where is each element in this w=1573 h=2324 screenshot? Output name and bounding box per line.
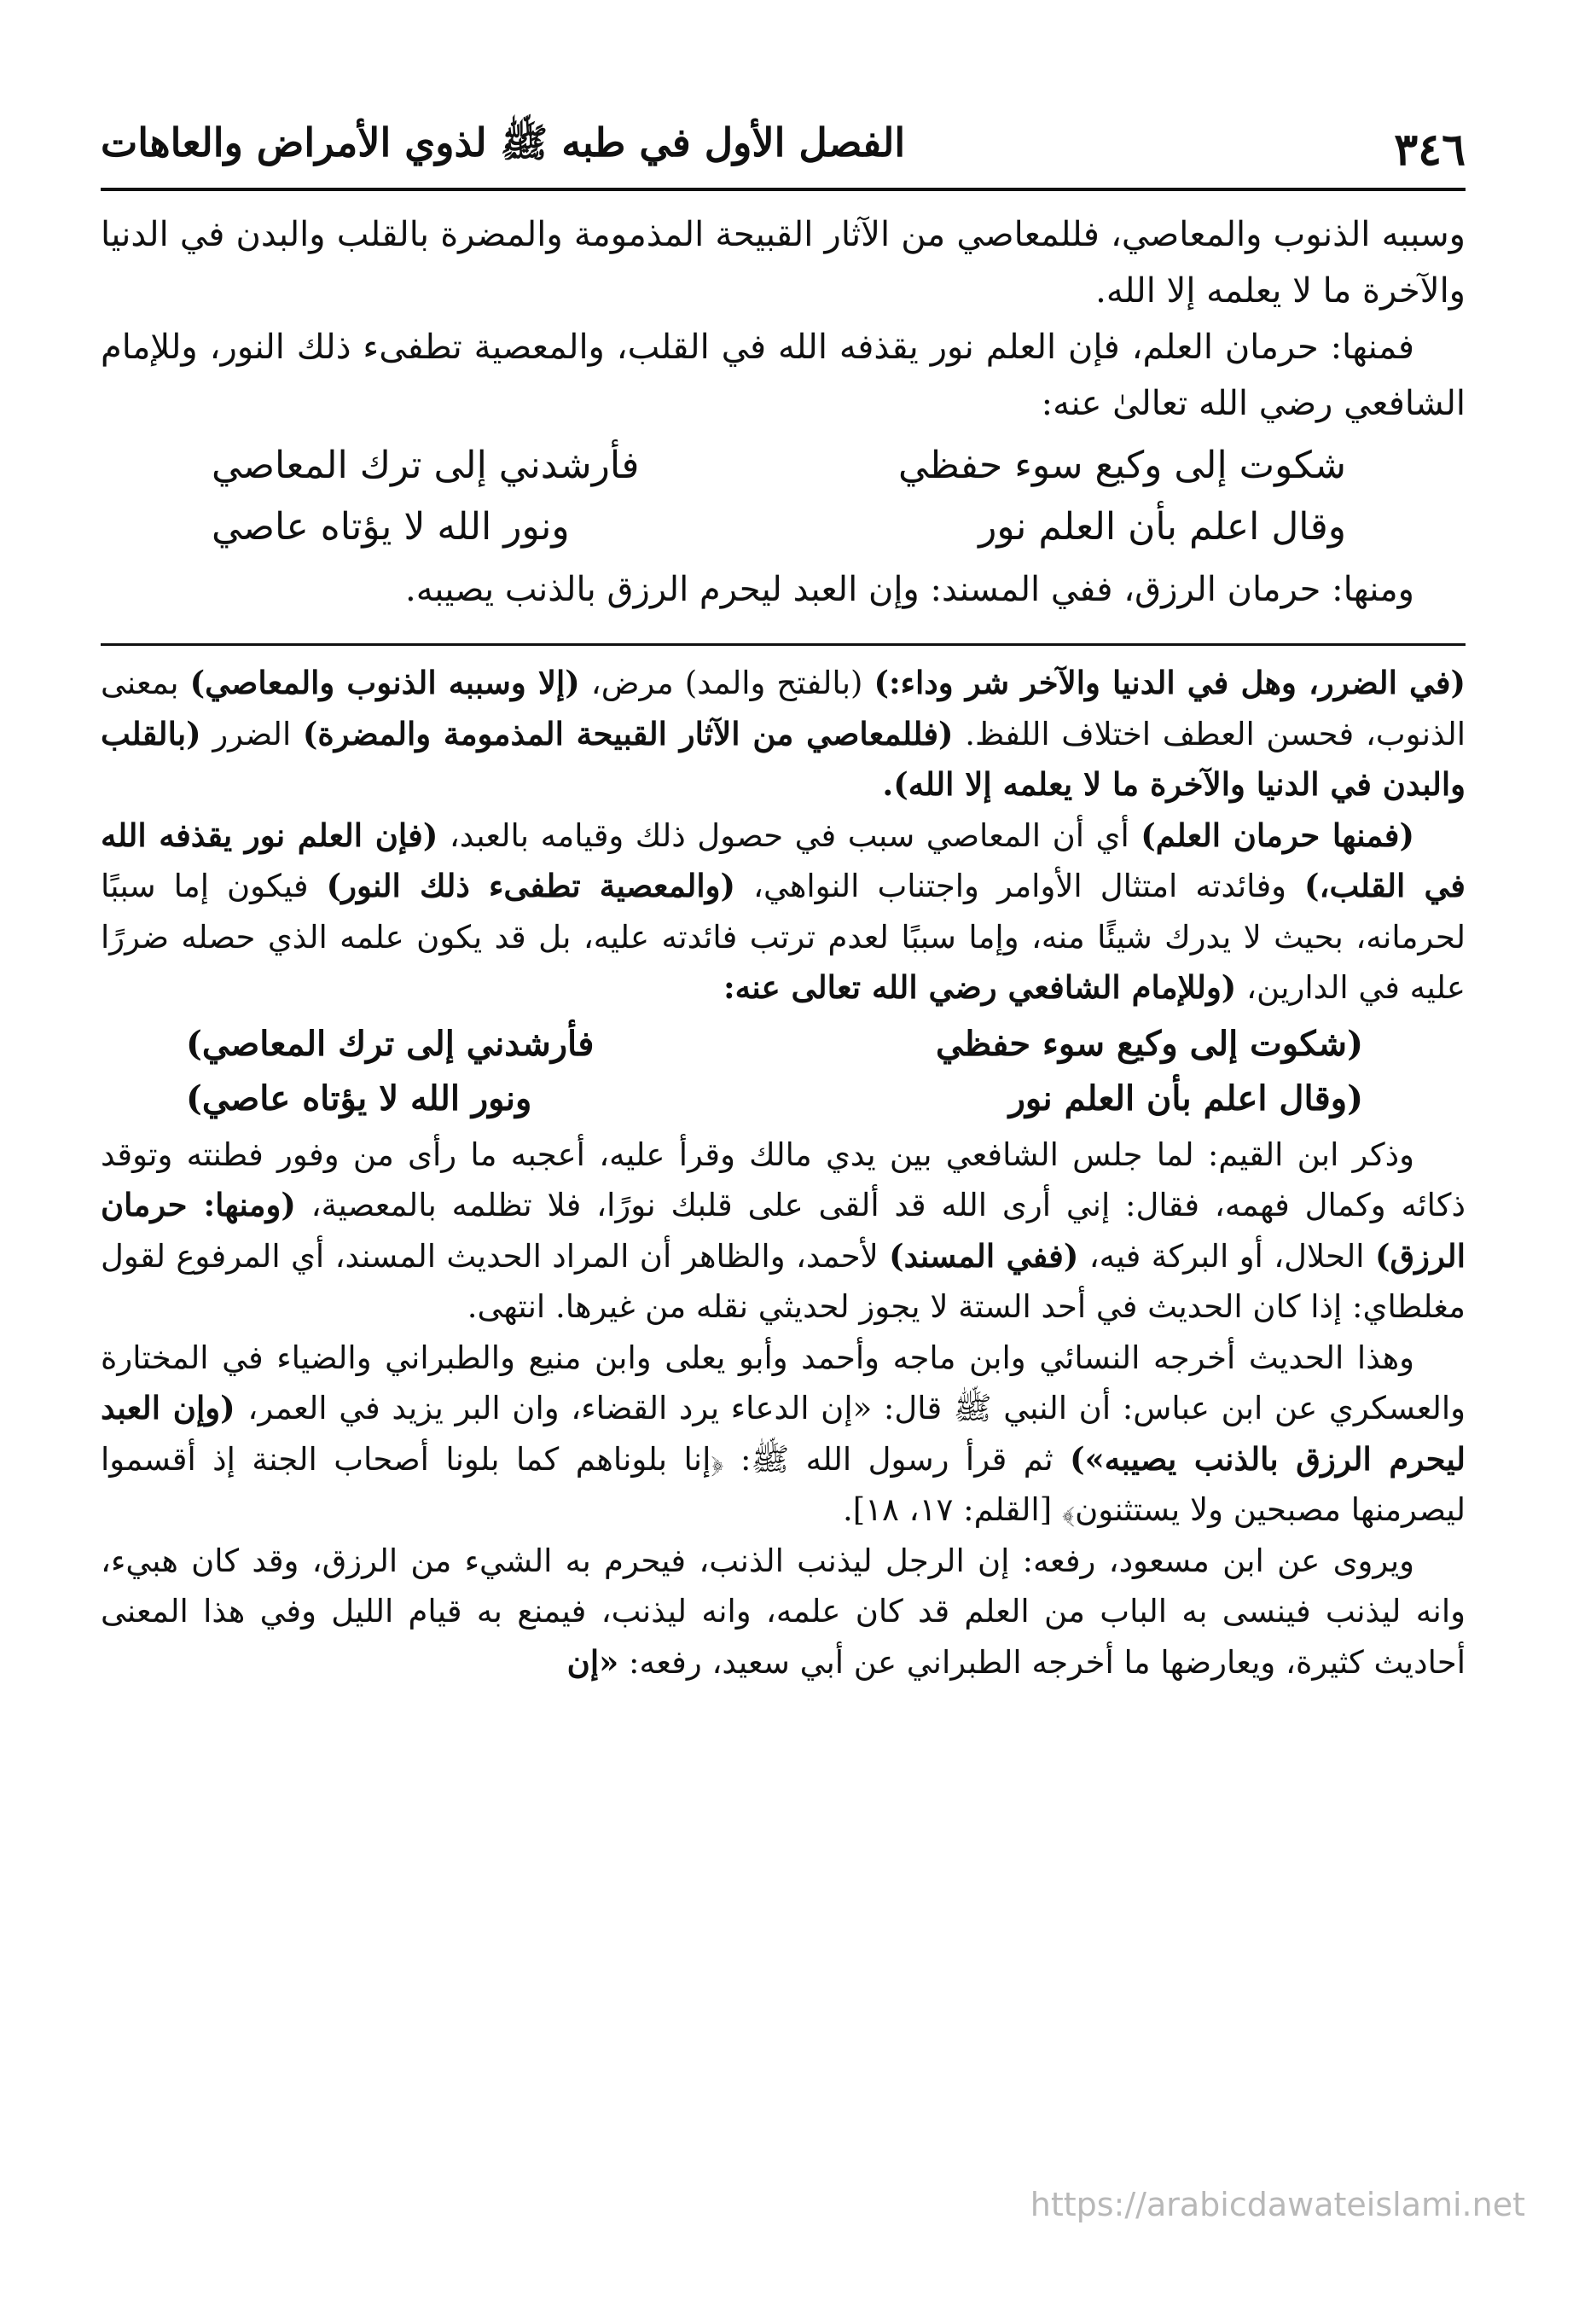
poem-verse [101, 435, 1466, 497]
text-segment: وذكر ابن القيم: لما جلس الشافعي بين يدي مالك وقرأ عليه، أعجبه ما رأى من وفور فطنته وتوقد ذكائه وكمال فهمه، فقال: إني أرى الله قد ألقى على قلبك نورًا، فلا تظلمه بالمعصية، [101, 1136, 1466, 1223]
text-segment: «إن الدعاء يرد القضاء، وان البر يزيد في العمر، [247, 1390, 873, 1426]
bold-quote-segment: (ففي المسند) [889, 1236, 1079, 1275]
commentary [101, 658, 1466, 1688]
bold-quote-segment: (إلا وسببه الذنوب والمعاصي) [189, 664, 580, 701]
commentary-paragraph-5 [101, 1536, 1466, 1688]
poem-verse [101, 1017, 1466, 1072]
section-divider [101, 643, 1466, 646]
main-paragraph-3: ومنها: حرمان الرزق، ففي المسند: وإن العبد ليحرم الرزق بالذنب يصيبه. [405, 570, 1414, 609]
commentary-paragraph-1 [101, 658, 1466, 810]
main-text [101, 206, 1466, 618]
bold-quote-segment: «إن [566, 1642, 619, 1681]
text-segment: بمعنى الذنوب، فحسن العطف اختلاف اللفظ. [101, 665, 1466, 752]
commentary-paragraph-4 [101, 1333, 1466, 1536]
poem-hemistich-left: فأرشدني إلى ترك المعاصي [212, 444, 640, 487]
bold-quote-segment: (بالقلب والبدن في الدنيا والآخرة ما لا يعلمه إلا الله). [101, 714, 1466, 803]
chapter-title: الفصل الأول في طبه ﷺ لذوي الأمراض والعاهات [101, 119, 906, 166]
running-header [101, 94, 1466, 191]
watermark: https://arabicdawateislami.net [1030, 2186, 1525, 2223]
poem-hemistich-left: ونور الله لا يؤتاه عاصي [212, 505, 570, 549]
text-segment: ويروى عن ابن مسعود، رفعه: إن الرجل ليذنب الذنب، فيحرم به الشيء من الرزق، وقد كان هبيء، وانه ليذنب فينسى به الباب من العلم قد كان علمه، وانه ليذنب، فيمنع به قيام الليل وفي هذا المعنى أحاديث كثيرة، ويعارضها ما أخرجه الطبراني عن أبي سعيد، رفعه: [101, 1542, 1466, 1681]
commentary-paragraph-2 [101, 810, 1466, 1014]
poem-verse [101, 1072, 1466, 1126]
text-segment: الحلال، أو البركة فيه، [1078, 1237, 1375, 1275]
bold-quote-segment: (في الضرر، وهل في الدنيا والآخر شر وداء:) [874, 664, 1466, 701]
main-paragraph-2: فمنها: حرمان العلم، فإن العلم نور يقذفه الله في القلب، والمعصية تطفىء ذلك النور، وللإمام الشافعي رضي الله تعالىٰ عنه: [101, 328, 1466, 423]
commentary-paragraph-3 [101, 1130, 1466, 1333]
bold-quote-segment: (وللإمام الشافعي رضي الله تعالى عنه: [723, 968, 1237, 1006]
poem-hemistich-right: (وقال اعلم بأن العلم نور [1008, 1078, 1363, 1118]
text-segment: الضرر [200, 715, 303, 752]
text-segment: ثم قرأ رسول الله ﷺ: ﴿إنا بلوناهم كما بلونا أصحاب الجنة إذ أقسموا ليصرمنها مصبحين ولا يستثنون﴾ [القلم: ١٧، ١٨]. [101, 1440, 1466, 1528]
text-segment: فيكون إما سببًا لحرمانه، بحيث لا يدرك شيئًا منه، وإما سببًا لعدم ترتب فائدته عليه، بل قد يكون علمه الذي حصله ضررًا عليه في الدارين، [101, 868, 1466, 1006]
page-number: ٣٤٦ [1394, 124, 1466, 176]
main-poem [101, 435, 1466, 558]
poem-hemistich-right: (شكوت إلى وكيع سوء حفظي [935, 1023, 1363, 1064]
poem-hemistich-left: فأرشدني إلى ترك المعاصي) [186, 1023, 595, 1064]
bold-quote-segment: (وإن العبد ليحرم الرزق بالذنب يصيبه») [101, 1389, 1466, 1478]
text-segment: أي أن المعاصي سبب في حصول ذلك وقيامه بالعبد، [438, 816, 1141, 854]
text-segment: وفائدته امتثال الأوامر واجتناب النواهي، [735, 868, 1305, 904]
poem-hemistich-left: ونور الله لا يؤتاه عاصي) [186, 1078, 532, 1118]
text-segment: لأحمد، والظاهر أن المراد الحديث المسند، أي المرفوع لقول مغلطاي: إذا كان الحديث في أحد الستة لا يجوز لحديثي نقله من غيرها. انتهى. [101, 1237, 1466, 1325]
text-segment: وهذا الحديث أخرجه النسائي وابن ماجه وأحمد وأبو يعلى وابن منيع والطبراني والضياء في المختارة والعسكري عن ابن عباس: أن النبي ﷺ قال: [101, 1339, 1466, 1426]
bold-quote-segment: (ومنها: حرمان الرزق) [101, 1186, 1466, 1275]
document-page [101, 94, 1466, 2278]
poem-hemistich-right: شكوت إلى وكيع سوء حفظي [898, 444, 1346, 487]
main-paragraph-1: وسببه الذنوب والمعاصي، فللمعاصي من الآثار القبيحة المذمومة والمضرة بالقلب والبدن في الدنيا والآخرة ما لا يعلمه إلا الله. [101, 215, 1466, 311]
poem-verse [101, 497, 1466, 558]
text-segment: (بالفتح والمد) مرض، [579, 665, 874, 701]
bold-quote-segment: (فإن العلم نور يقذفه الله في القلب،) [101, 816, 1466, 904]
bold-quote-segment: (فمنها حرمان العلم) [1141, 816, 1414, 854]
commentary-poem [101, 1017, 1466, 1126]
poem-hemistich-right: وقال اعلم بأن العلم نور [978, 505, 1346, 549]
bold-quote-segment: (والمعصية تطفىء ذلك النور) [326, 867, 736, 904]
bold-quote-segment: (فللمعاصي من الآثار القبيحة المذمومة والمضرة) [302, 714, 954, 752]
